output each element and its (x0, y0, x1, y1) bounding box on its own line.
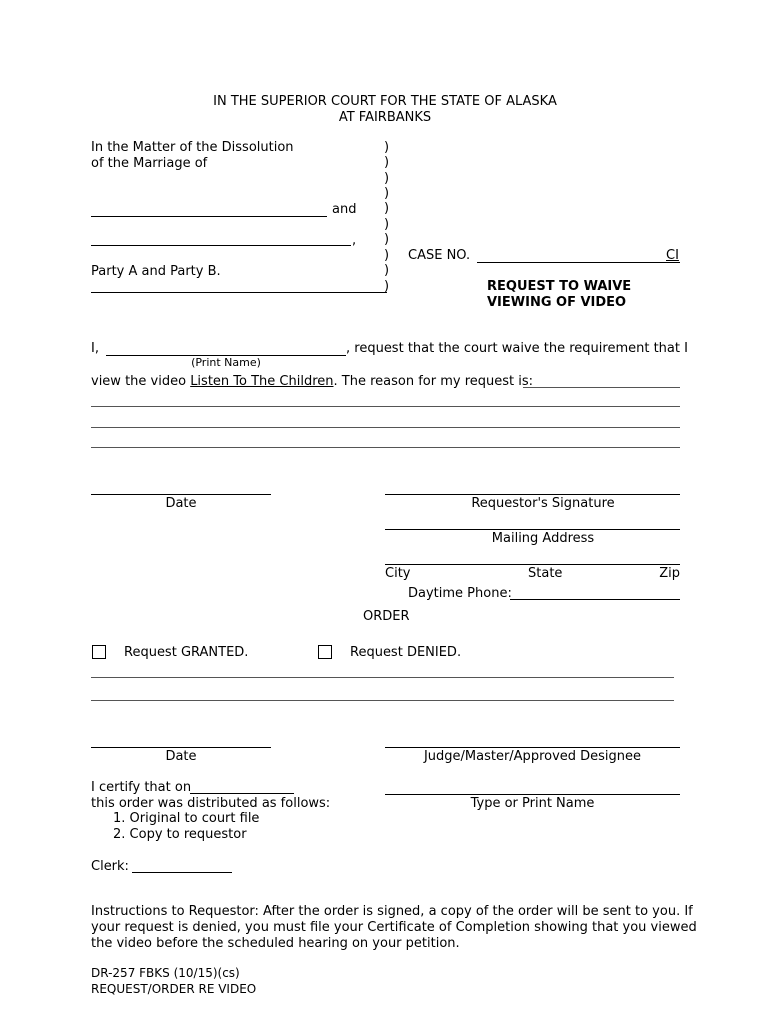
distribution-item-1: 1. Original to court file (113, 811, 260, 826)
caption-paren: ) (384, 263, 390, 278)
city-label: City (385, 566, 411, 581)
caption-paren: ) (384, 186, 390, 201)
view-video-sentence (91, 375, 533, 388)
reason-line[interactable] (91, 447, 680, 448)
judge-signature-line[interactable] (385, 747, 680, 748)
caption-paren: ) (384, 232, 390, 247)
matter-line-2: of the Marriage of (91, 156, 208, 171)
distribution-item-2: 2. Copy to requestor (113, 827, 247, 842)
caption-paren: ) (384, 171, 390, 186)
form-title-line-2: VIEWING OF VIDEO (487, 295, 627, 310)
caption-paren: ) (384, 217, 390, 232)
clerk-label: Clerk: (91, 859, 129, 874)
signature-line[interactable] (385, 494, 680, 495)
mailing-address-label: Mailing Address (491, 531, 595, 546)
order-comment-line[interactable] (91, 677, 674, 678)
certify-date-line[interactable] (190, 793, 294, 794)
video-title: Listen To The Children (190, 374, 334, 389)
court-name-line: IN THE SUPERIOR COURT FOR THE STATE OF ALASKA (213, 94, 557, 109)
party-a-name-line[interactable] (91, 216, 327, 217)
party-b-name-line[interactable] (91, 245, 351, 246)
instructions-line-3: the video before the scheduled hearing on your petition. (91, 936, 460, 951)
reason-line[interactable] (523, 387, 680, 388)
zip-label: Zip (659, 566, 680, 581)
order-date-label: Date (165, 749, 197, 764)
request-text: , request that the court waive the requirement that I (346, 341, 688, 356)
instructions-line-1: Instructions to Requestor: After the order is signed, a copy of the order will be sent to you. If (91, 904, 693, 919)
print-name-label: (Print Name) (191, 356, 261, 369)
date-line[interactable] (91, 494, 271, 495)
form-footer-title: REQUEST/ORDER RE VIDEO (91, 982, 257, 996)
caption-paren: ) (384, 248, 390, 263)
case-number-line[interactable] (477, 262, 680, 263)
clerk-line[interactable] (132, 872, 232, 873)
granted-label: Request GRANTED. (124, 645, 249, 660)
judge-label: Judge/Master/Approved Designee (423, 749, 642, 764)
type-name-label: Type or Print Name (470, 796, 595, 811)
reason-line[interactable] (91, 427, 680, 428)
instructions-line-2: your request is denied, you must file your Certificate of Completion showing that you viewed (91, 920, 697, 935)
state-label: State (528, 566, 563, 581)
city-state-zip-line[interactable] (385, 564, 680, 565)
order-heading: ORDER (363, 609, 410, 624)
caption-paren: ) (384, 201, 390, 216)
order-date-line[interactable] (91, 747, 271, 748)
form-title-line-1: REQUEST TO WAIVE (487, 279, 632, 294)
caption-paren: ) (384, 155, 390, 170)
court-location-line: AT FAIRBANKS (338, 110, 432, 125)
i-text: I, (91, 341, 99, 356)
phone-label: Daytime Phone: (408, 586, 512, 601)
case-suffix: CI (666, 248, 679, 263)
granted-checkbox[interactable] (92, 645, 106, 659)
phone-line[interactable] (510, 599, 680, 600)
matter-line-1: In the Matter of the Dissolution (91, 140, 294, 155)
reason-text: . The reason for my request is: (333, 374, 534, 389)
case-no-label: CASE NO. (408, 248, 471, 263)
and-text: and (332, 202, 357, 217)
date-label: Date (165, 496, 197, 511)
caption-underline (91, 292, 387, 293)
signature-label: Requestor's Signature (471, 496, 615, 511)
parties-text: Party A and Party B. (91, 264, 221, 279)
denied-label: Request DENIED. (350, 645, 462, 660)
order-comment-line[interactable] (91, 700, 674, 701)
view-prefix: view the video (91, 374, 187, 389)
distributed-text: this order was distributed as follows: (91, 796, 331, 811)
mailing-address-line[interactable] (385, 529, 680, 530)
caption-paren: ) (384, 279, 390, 294)
comma-text: , (352, 233, 357, 248)
type-name-line[interactable] (385, 794, 680, 795)
denied-checkbox[interactable] (318, 645, 332, 659)
caption-paren: ) (384, 140, 390, 155)
certify-text: I certify that on (91, 780, 192, 795)
reason-line[interactable] (91, 406, 680, 407)
form-number: DR-257 FBKS (10/15)(cs) (91, 966, 240, 980)
